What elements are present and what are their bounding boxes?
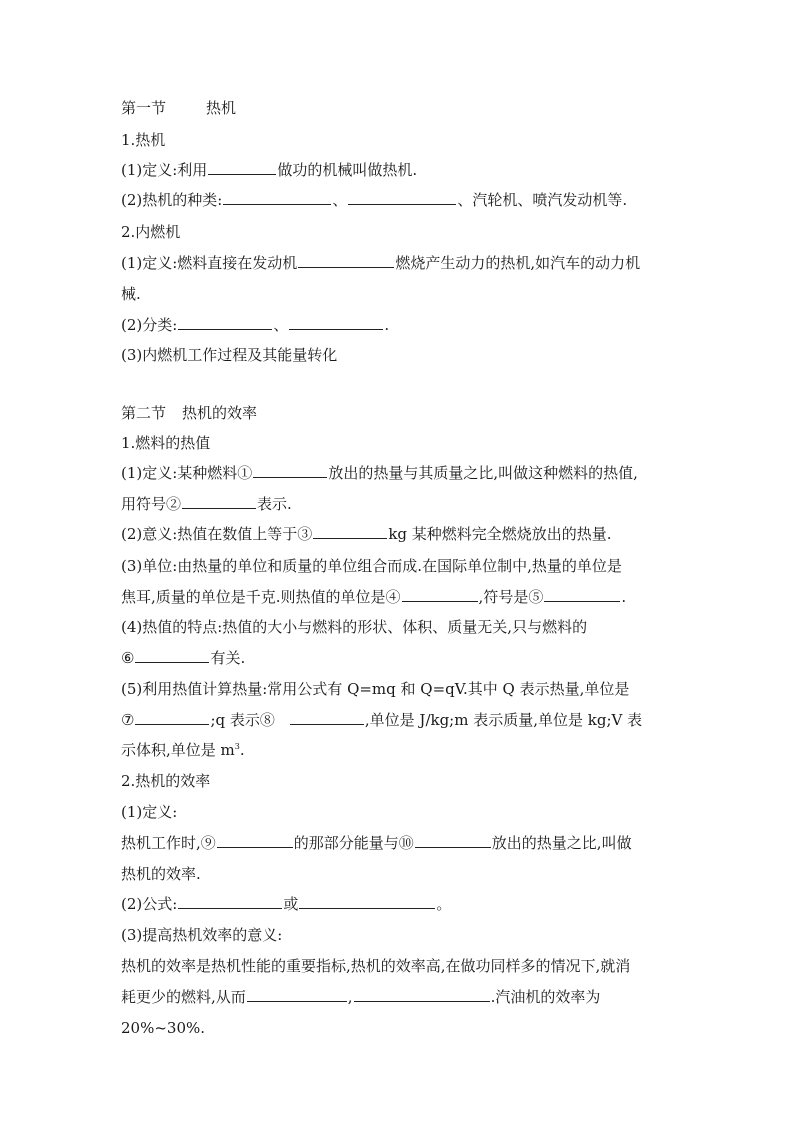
heading-heat-engine: 1.热机 [121, 131, 166, 149]
efficiency-formula: (2)公式: 或 。 [121, 895, 452, 913]
calorific-unit-line2: 焦耳,质量的单位是千克.则热值的单位是④ ,符号是⑤ . [121, 588, 627, 606]
blank-field[interactable] [402, 587, 478, 602]
ice-classification: (2)分类: 、 . [121, 316, 390, 334]
blank-field[interactable] [348, 190, 456, 205]
blank-field[interactable] [313, 524, 387, 539]
blank-field[interactable] [223, 190, 331, 205]
calorific-feature-line2: ⑥ 有关. [121, 649, 246, 667]
calorific-feature-line1: (4)热值的特点:热值的大小与燃料的形状、体积、质量无关,只与燃料的 [121, 618, 588, 636]
ice-definition-cont: 械. [121, 285, 141, 303]
efficiency-significance-label: (3)提高热机效率的意义: [121, 926, 283, 944]
heading-calorific-value: 1.燃料的热值 [121, 434, 211, 452]
calorific-definition: (1)定义:某种燃料① 放出的热量与其质量之比,叫做这种燃料的热值, [121, 464, 638, 482]
blank-field[interactable] [178, 894, 282, 909]
calorific-definition-cont: 用符号② 表示. [121, 495, 292, 513]
significance-line1: 热机的效率是热机性能的重要指标,热机的效率高,在做功同样多的情况下,就消 [121, 957, 631, 975]
heat-engine-types: (2)热机的种类: 、 、汽轮机、喷汽发动机等. [121, 191, 628, 209]
significance-line2: 耗更少的燃料,从而 , .汽油机的效率为 [121, 988, 601, 1006]
calc-line1: (5)利用热值计算热量:常用公式有 Q=mq 和 Q=qV.其中 Q 表示热量,单位是 [121, 680, 630, 698]
heat-engine-definition: (1)定义:利用 做功的机械叫做热机. [121, 161, 418, 179]
blank-field[interactable] [354, 987, 490, 1002]
blank-field[interactable] [208, 160, 276, 175]
blank-field[interactable] [299, 894, 435, 909]
section1-name: 热机 [206, 99, 237, 117]
blank-field[interactable] [182, 494, 256, 509]
significance-line3: 20%~30%. [121, 1019, 206, 1037]
blank-field[interactable] [178, 315, 272, 330]
efficiency-definition: 热机工作时,⑨ 的那部分能量与⑩ 放出的热量之比,叫做 [121, 834, 632, 852]
blank-field[interactable] [415, 833, 491, 848]
blank-field[interactable] [247, 987, 347, 1002]
blank-field[interactable] [135, 710, 209, 725]
ice-definition: (1)定义:燃料直接在发动机 燃烧产生动力的热机,如汽车的动力机 [121, 254, 641, 272]
calorific-meaning: (2)意义:热值在数值上等于③ kg 某种燃料完全燃烧放出的热量. [121, 525, 612, 543]
efficiency-definition-cont: 热机的效率. [121, 865, 201, 883]
section1-title [121, 98, 236, 118]
calorific-unit-line1: (3)单位:由热量的单位和质量的单位组合而成.在国际单位制中,热量的单位是 [121, 557, 622, 575]
blank-field[interactable] [253, 463, 327, 478]
blank-field[interactable] [290, 710, 364, 725]
blank-field[interactable] [544, 587, 620, 602]
section2-title [121, 403, 257, 423]
blank-field[interactable] [217, 833, 293, 848]
section1-number: 第一节 [121, 99, 167, 117]
blank-field[interactable] [298, 253, 394, 268]
blank-field[interactable] [135, 648, 209, 663]
section2-number: 第二节 [121, 404, 167, 422]
calc-line3: 示体积,单位是 $m^3$. [121, 741, 245, 759]
ice-process: (3)内燃机工作过程及其能量转化 [121, 346, 338, 364]
heading-engine-efficiency: 2.热机的效率 [121, 772, 211, 790]
blank-field[interactable] [289, 315, 383, 330]
heading-internal-combustion: 2.内燃机 [121, 223, 181, 241]
calc-line2: ⑦ ;q 表示⑧ ,单位是 J/kg;m 表示质量,单位是 kg;V 表 [121, 711, 643, 729]
efficiency-def-label: (1)定义: [121, 803, 178, 821]
section2-name: 热机的效率 [182, 404, 258, 422]
